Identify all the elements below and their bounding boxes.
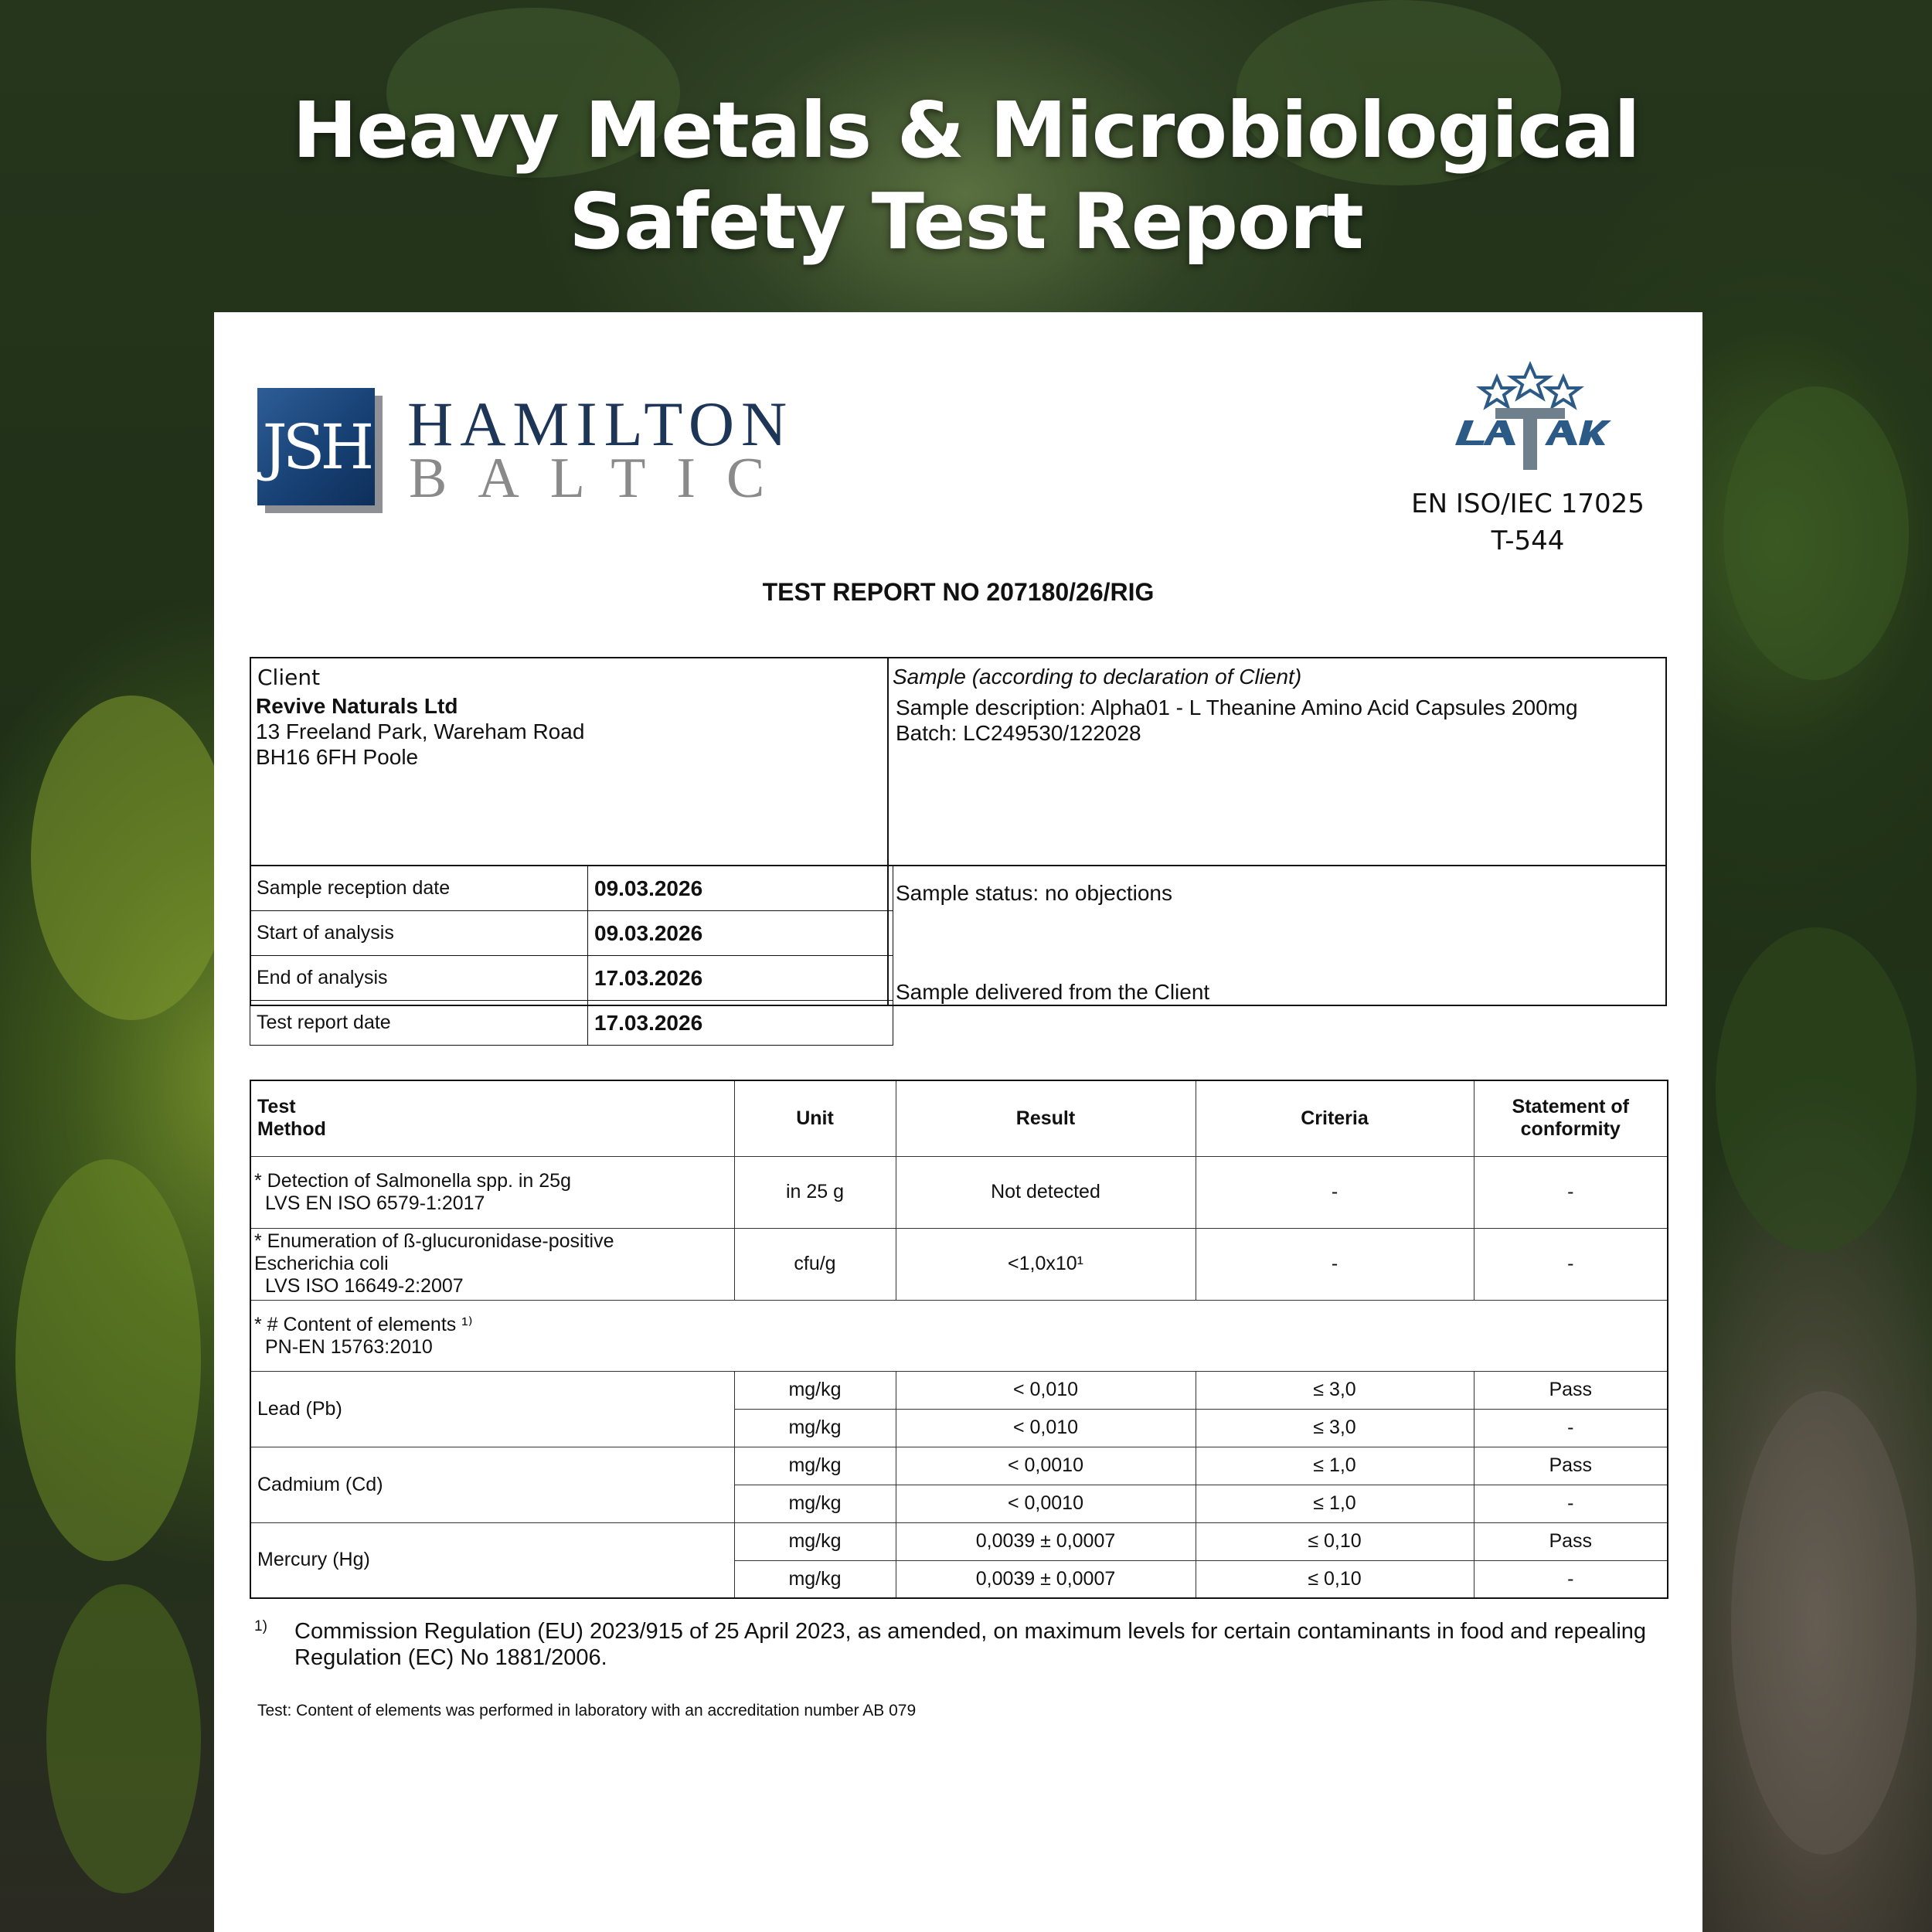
criteria-cell: - [1196, 1228, 1474, 1300]
dates-table [250, 866, 893, 1046]
header-test-method [250, 1080, 734, 1156]
foliage-shape [1716, 927, 1917, 1252]
date-label: Start of analysis [250, 911, 588, 956]
unit-cell: cfu/g [734, 1228, 896, 1300]
table-row [250, 1522, 1668, 1560]
foliage-shape [15, 1159, 201, 1561]
client-address-line-2: BH16 6FH Poole [256, 745, 419, 769]
result-cell: < 0,0010 [896, 1447, 1196, 1485]
sample-heading: Sample (according to declaration of Client) [893, 665, 1302, 689]
criteria-cell: ≤ 3,0 [1196, 1409, 1474, 1447]
latak-logo-icon [1449, 360, 1611, 476]
elements-method: PN-EN 15763:2010 [265, 1335, 433, 1358]
unit-cell: mg/kg [734, 1409, 896, 1447]
test-name: * Detection of Salmonella spp. in 25g [254, 1169, 571, 1192]
header-unit: Unit [734, 1080, 896, 1156]
headline-line-1: Heavy Metals & Microbiological [292, 85, 1640, 175]
result-cell: 0,0039 ± 0,0007 [896, 1560, 1196, 1598]
date-value: 17.03.2026 [588, 1001, 893, 1046]
result-cell: 0,0039 ± 0,0007 [896, 1522, 1196, 1560]
test-note: Test: Content of elements was performed in laboratory with an accreditation number AB 079 [257, 1702, 917, 1719]
client-address-line-1: 13 Freeland Park, Wareham Road [256, 719, 585, 743]
lab-name: HAMILTON [407, 389, 794, 459]
report-document [214, 312, 1702, 1932]
element-name: Lead (Pb) [250, 1371, 734, 1447]
footnote-text: Commission Regulation (EU) 2023/915 of 25 April 2023, as amended, on maximum levels for certain contaminants in food and repealing Regulation (EC) No 1881/2006. [294, 1619, 1647, 1670]
criteria-cell: ≤ 0,10 [1196, 1560, 1474, 1598]
unit-cell: mg/kg [734, 1522, 896, 1560]
logo-monogram: JSH [262, 411, 370, 483]
results-table [250, 1080, 1668, 1599]
conformity-cell: - [1474, 1485, 1668, 1522]
test-name-continued: Escherichia coli [254, 1253, 389, 1274]
test-cell [250, 1156, 734, 1228]
results-header-row [250, 1080, 1668, 1156]
elements-heading-cell [250, 1300, 1668, 1371]
client-name: Revive Naturals Ltd [256, 694, 458, 718]
foliage-shape [1723, 386, 1909, 680]
result-cell: < 0,010 [896, 1371, 1196, 1409]
date-label: Sample reception date [250, 866, 588, 911]
date-value: 09.03.2026 [588, 866, 893, 911]
test-method: LVS EN ISO 6579-1:2017 [265, 1192, 485, 1214]
table-row [250, 1371, 1668, 1409]
foliage-shape [31, 696, 232, 1020]
date-value: 09.03.2026 [588, 911, 893, 956]
headline-line-2: Safety Test Report [569, 176, 1363, 267]
foliage-shape [46, 1584, 201, 1893]
table-row [250, 1447, 1668, 1485]
date-label: Test report date [250, 1001, 588, 1046]
conformity-cell: Pass [1474, 1522, 1668, 1560]
header-result: Result [896, 1080, 1196, 1156]
test-cell [250, 1228, 734, 1300]
date-row [250, 911, 893, 956]
result-cell: < 0,010 [896, 1409, 1196, 1447]
path-gravel [1731, 1391, 1917, 1855]
table-row [250, 1156, 1668, 1228]
client-label: Client [257, 665, 321, 690]
conformity-cell: - [1474, 1409, 1668, 1447]
sample-status: Sample status: no objections [896, 881, 1172, 905]
result-cell: <1,0x10¹ [896, 1228, 1196, 1300]
accreditation-standard-name: EN ISO/IEC 17025 [1411, 488, 1645, 519]
header-conformity [1474, 1080, 1668, 1156]
conformity-cell: - [1474, 1156, 1668, 1228]
lab-subname: BALTIC [409, 447, 796, 510]
table-row [250, 1300, 1668, 1371]
header-test: Test [257, 1096, 296, 1118]
criteria-cell: ≤ 0,10 [1196, 1522, 1474, 1560]
page-headline [0, 85, 1932, 267]
accreditation-standard [1389, 485, 1667, 560]
test-method: LVS ISO 16649-2:2007 [265, 1275, 464, 1297]
table-row [250, 1228, 1668, 1300]
date-label: End of analysis [250, 956, 588, 1001]
unit-cell: mg/kg [734, 1560, 896, 1598]
result-cell: < 0,0010 [896, 1485, 1196, 1522]
date-value: 17.03.2026 [588, 956, 893, 1001]
conformity-cell: Pass [1474, 1447, 1668, 1485]
hamilton-logo-mark [257, 388, 375, 505]
conformity-cell: Pass [1474, 1371, 1668, 1409]
element-name: Mercury (Hg) [250, 1522, 734, 1598]
sample-description: Sample description: Alpha01 - L Theanine Amino Acid Capsules 200mg [896, 696, 1578, 719]
footnote-marker: 1) [254, 1618, 267, 1634]
header-conformity-line-1: Statement of [1512, 1096, 1629, 1118]
criteria-cell: ≤ 1,0 [1196, 1447, 1474, 1485]
report-number: TEST REPORT NO 207180/26/RIG [762, 578, 1155, 606]
date-row [250, 1001, 893, 1046]
conformity-cell: - [1474, 1560, 1668, 1598]
element-name: Cadmium (Cd) [250, 1447, 734, 1522]
unit-cell: in 25 g [734, 1156, 896, 1228]
test-name: * Enumeration of ß-glucuronidase-positive [254, 1230, 614, 1252]
header-conformity-line-2: conformity [1520, 1118, 1621, 1141]
criteria-cell: ≤ 3,0 [1196, 1371, 1474, 1409]
accreditation-code: T-544 [1491, 526, 1565, 556]
unit-cell: mg/kg [734, 1485, 896, 1522]
sample-batch: Batch: LC249530/122028 [896, 721, 1141, 745]
result-cell: Not detected [896, 1156, 1196, 1228]
header-criteria: Criteria [1196, 1080, 1474, 1156]
criteria-cell: ≤ 1,0 [1196, 1485, 1474, 1522]
conformity-cell: - [1474, 1228, 1668, 1300]
date-row [250, 956, 893, 1001]
sample-delivery: Sample delivered from the Client [896, 980, 1210, 1004]
criteria-cell: - [1196, 1156, 1474, 1228]
unit-cell: mg/kg [734, 1447, 896, 1485]
elements-heading: * # Content of elements ¹⁾ [254, 1313, 473, 1335]
header-method: Method [257, 1118, 326, 1141]
unit-cell: mg/kg [734, 1371, 896, 1409]
date-row [250, 866, 893, 911]
